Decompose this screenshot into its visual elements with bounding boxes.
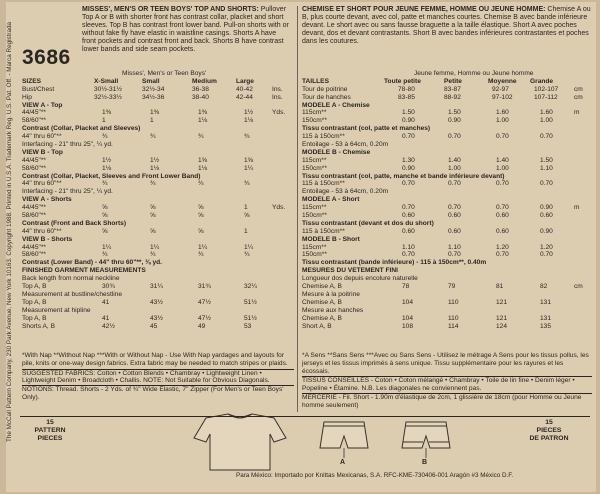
cell: 1.10 — [402, 243, 415, 251]
cell: 0.70 — [496, 204, 509, 212]
cell: 1.10 — [540, 164, 553, 172]
row-label: Chemise A, B — [302, 283, 342, 291]
cell: 0.90 — [402, 117, 415, 125]
cell: ⅝ — [150, 204, 156, 212]
cell: ⅝ — [102, 204, 108, 212]
cell: 1.20 — [496, 243, 509, 251]
row-label: 115cm** — [302, 156, 327, 164]
cell: 83-87 — [444, 85, 461, 93]
sizes-label: SIZES — [22, 77, 42, 85]
row-label: Contrast (Front and Back Shorts) — [22, 219, 127, 227]
cell: 0.70 — [448, 133, 461, 141]
cell: 108 — [402, 322, 414, 330]
row-label: Mesure à la poitrine — [302, 290, 360, 298]
row-label: 44/45"** — [22, 204, 46, 212]
cell: 38-40 — [192, 93, 209, 101]
row-label: Tissu contrastant (col, patte, manche et bande inférieure devant) — [302, 172, 505, 180]
cell: 1.40 — [496, 156, 509, 164]
row-label: Short A, B — [302, 322, 332, 330]
cell: 1.00 — [496, 117, 509, 125]
cell: 41 — [102, 314, 110, 322]
cell: 104 — [402, 314, 414, 322]
row-label: 115 à 150cm** — [302, 180, 345, 188]
cell: 124 — [496, 322, 508, 330]
cell: 0.60 — [402, 212, 415, 220]
cell: 45 — [150, 322, 158, 330]
cell: 1.50 — [402, 109, 415, 117]
row-label: Hip — [22, 93, 32, 101]
cell: ¾ — [244, 133, 250, 141]
section-label: MESURES DU VETEMENT FINI — [302, 267, 398, 275]
cell: 0.70 — [496, 251, 509, 259]
cell: 0.70 — [540, 133, 553, 141]
section-label: MODELE B - Short — [302, 235, 360, 243]
cell: 1 — [150, 117, 154, 125]
unit: Ins. — [272, 85, 283, 93]
row-label: 115cm** — [302, 243, 327, 251]
row-label: 115cm** — [302, 109, 327, 117]
cell: 1⅜ — [102, 109, 112, 117]
cell: 88-92 — [444, 93, 461, 101]
row-label: 44" thru 60"** — [22, 227, 62, 235]
unit: Yds. — [272, 109, 286, 117]
cell: 1¼ — [102, 243, 112, 251]
size-name: Grande — [530, 77, 554, 85]
cell: ⅝ — [150, 212, 156, 220]
row-label: 58/60"** — [22, 212, 46, 220]
row-label: Entoilage - 53 à 64cm, 0.20m — [302, 141, 389, 149]
cell: 1¼ — [244, 243, 254, 251]
cell: 1⅛ — [102, 164, 112, 172]
cell: 1⅜ — [150, 109, 160, 117]
mercerie: MERCERIE - Fil. Short - 1.90m d'élastique de 2cm, 1 glissière de 18cm (pour Homme ou Jeune homme seulement) — [302, 393, 592, 410]
cell: 30¾ — [102, 283, 115, 291]
cell: 0.60 — [448, 227, 461, 235]
cell: ⅝ — [244, 212, 250, 220]
cell: 1 — [244, 227, 248, 235]
row-label: Top A, B — [22, 298, 47, 306]
cell: ¾ — [198, 133, 204, 141]
pieces-label: DE PATRON — [529, 435, 569, 442]
unit: m — [574, 109, 580, 117]
cell: 1.00 — [448, 164, 461, 172]
footer-import-note: Para México: Importado por Knittas Mexicanas, S.A. RFC-KME-730406-001 Aragón #3 México D.F. — [236, 472, 514, 479]
suggested-fabrics: SUGGESTED FABRICS: Cotton • Cotton Blends • Chambray • Lightweight Linen • Lightweight Denim • Broadcloth • Challis. NOTE: Not Suitable for Obvious Diagonals. — [22, 369, 294, 386]
cell: 0.70 — [402, 204, 415, 212]
cell: 0.70 — [448, 204, 461, 212]
cell: ⅝ — [198, 212, 204, 220]
cell: 0.90 — [540, 227, 553, 235]
pattern-envelope-back — [6, 2, 596, 492]
cell: 110 — [448, 298, 459, 306]
cell: 31¾ — [198, 283, 211, 291]
cell: 0.70 — [402, 251, 415, 259]
cell: 1¼ — [150, 243, 160, 251]
cell: ⅝ — [102, 212, 108, 220]
cell: 1.30 — [402, 156, 415, 164]
shorts-b-drawing — [402, 422, 450, 448]
cell: 1.50 — [448, 109, 461, 117]
unit: cm — [574, 283, 583, 291]
cell: 1½ — [150, 156, 160, 164]
unit: cm — [574, 93, 583, 101]
cell: 131 — [540, 298, 552, 306]
cell: 0.90 — [540, 204, 553, 212]
cell: 32¼ — [244, 283, 257, 291]
size-name: Large — [236, 77, 254, 85]
divider-line — [20, 416, 590, 417]
cell: 40-42 — [236, 85, 253, 93]
row-label: 150cm** — [302, 251, 327, 259]
row-label: Tour de hanches — [302, 93, 351, 101]
pieces-count: 15 — [46, 419, 54, 426]
row-label: Tissu contrastant (col, patte et manches) — [302, 125, 431, 133]
row-label: 115 à 150cm** — [302, 227, 345, 235]
cell: 81 — [496, 283, 504, 291]
row-label: Tissu contrastant (devant et dos du short) — [302, 219, 434, 227]
size-name: Petite — [444, 77, 462, 85]
cell: 32½-33½ — [94, 93, 122, 101]
row-label: Contrast (Collar, Placket and Sleeves) — [22, 125, 141, 133]
cell: ¾ — [102, 251, 108, 259]
cell: 114 — [448, 322, 459, 330]
cell: 121 — [496, 298, 508, 306]
cell: 110 — [448, 314, 459, 322]
row-label: 44" thru 60"** — [22, 133, 62, 141]
row-label: Top A, B — [22, 314, 47, 322]
size-name: Small — [142, 77, 160, 85]
cell: 0.60 — [496, 227, 509, 235]
cell: 1½ — [244, 109, 254, 117]
cell: 1½ — [102, 156, 112, 164]
english-title: MISSES', MEN'S OR TEEN BOYS' TOP AND SHORTS: — [82, 6, 259, 13]
cell: 0.70 — [496, 180, 509, 188]
row-label: 44/45"** — [22, 243, 46, 251]
cell: ¾ — [150, 180, 156, 188]
cell: 1⅛ — [198, 164, 208, 172]
cell: 121 — [496, 314, 508, 322]
row-label: Measurement at hipline — [22, 306, 91, 314]
row-label: Shorts A, B — [22, 322, 55, 330]
cell: ⅝ — [198, 204, 204, 212]
cell: ¾ — [198, 251, 204, 259]
row-label: Chemise A, B — [302, 298, 342, 306]
cell: 1⅝ — [244, 156, 254, 164]
cell: 43½ — [150, 314, 163, 322]
section-label: VIEW A - Top — [22, 101, 63, 109]
cell: 51½ — [244, 314, 257, 322]
row-label: 150cm** — [302, 117, 327, 125]
cell: 47½ — [198, 298, 211, 306]
row-label: Contrast (Lower Band) - 44" thru 60"**, ⅜ yd. — [22, 259, 162, 267]
cell: 82 — [540, 283, 548, 291]
size-name: Toute petite — [384, 77, 421, 85]
cell: 1.00 — [540, 117, 553, 125]
cell: 0.90 — [448, 117, 461, 125]
cell: 107-112 — [534, 93, 558, 101]
row-label: Mesure aux hanches — [302, 306, 364, 314]
cell: ⅝ — [198, 227, 204, 235]
pieces-label: PIECES — [37, 435, 63, 442]
cell: ¾ — [198, 180, 204, 188]
cell: 0.70 — [448, 180, 461, 188]
cell: 0.70 — [402, 133, 415, 141]
row-label: Interfacing - 21" thru 25", ¼ yd. — [22, 141, 113, 149]
cell: 51½ — [244, 298, 257, 306]
size-group-label: Misses', Men's or Teen Boys' — [122, 70, 207, 77]
cell: 1.00 — [496, 164, 509, 172]
cell: 43½ — [150, 298, 163, 306]
cell: 1⅜ — [198, 109, 208, 117]
cell: 1.60 — [540, 109, 553, 117]
cell: 1¼ — [244, 164, 254, 172]
cell: 0.70 — [448, 251, 461, 259]
size-name: Moyenne — [488, 77, 517, 85]
shirt-back-drawing — [194, 414, 286, 470]
size-name: Medium — [192, 77, 217, 85]
cell: 41 — [102, 298, 110, 306]
cell: 1⅝ — [198, 156, 208, 164]
cell: 0.70 — [540, 180, 553, 188]
nap-note: *With Nap **Without Nap ***With or Without Nap - Use With Nap yardages and layouts for pile, knits or one-way design fabrics. Extra fabric may be needed to match stripes or plaids. — [22, 352, 288, 367]
cell: 79 — [448, 283, 456, 291]
row-label: Interfacing - 21" thru 25", ¼ yd. — [22, 188, 113, 196]
cell: 83-85 — [398, 93, 415, 101]
section-label: MODELE B - Chemise — [302, 148, 371, 156]
cell: 1¼ — [198, 243, 208, 251]
notions: NOTIONS: Thread. Shorts - 2 Yds. of ¾" Wide Elastic, 7" Zipper (For Men's or Teen Boys' Only). — [22, 385, 294, 402]
garment-drawings — [6, 2, 596, 492]
cell: 30½-31½ — [94, 85, 122, 93]
cell: 0.60 — [496, 212, 509, 220]
cell: 34½-36 — [142, 93, 165, 101]
row-label: Bust/Chest — [22, 85, 55, 93]
cell: 97-102 — [492, 93, 513, 101]
cell: 0.60 — [540, 212, 553, 220]
cell: 1.60 — [496, 109, 509, 117]
section-label: MODELE A - Chemise — [302, 101, 370, 109]
section-label: MODELE A - Short — [302, 196, 360, 204]
cell: 32½-34 — [142, 85, 165, 93]
section-label: FINISHED GARMENT MEASUREMENTS — [22, 267, 146, 275]
cell: ¾ — [102, 133, 108, 141]
cell: 1.10 — [448, 243, 461, 251]
row-label: 58/60"** — [22, 251, 46, 259]
french-title: CHEMISE ET SHORT POUR JEUNE FEMME, HOMME OU JEUNE HOMME: — [302, 6, 546, 13]
cell: 1⅛ — [150, 164, 160, 172]
row-label: 58/60"** — [22, 117, 46, 125]
row-label: 44" thru 60"** — [22, 180, 62, 188]
row-label: Longueur dos depuis encolure naturelle — [302, 275, 418, 283]
cell: 102-107 — [534, 85, 559, 93]
cell: ¾ — [244, 180, 250, 188]
cell: 92-97 — [492, 85, 509, 93]
cell: 1.40 — [448, 156, 461, 164]
section-label: VIEW B - Top — [22, 148, 63, 156]
row-label: Measurement at bustline/chestline — [22, 290, 123, 298]
row-label: 150cm** — [302, 212, 327, 220]
cell: 1 — [244, 204, 248, 212]
cell: 104 — [402, 298, 414, 306]
pieces-label: PIECES — [536, 427, 562, 434]
unit: cm — [574, 85, 583, 93]
pattern-number: 3686 — [22, 46, 71, 69]
sizes-label: TAILLES — [302, 77, 329, 85]
cell: 78 — [402, 283, 410, 291]
cell: ⅝ — [102, 227, 108, 235]
copyright-text: The McCall Pattern Company, 230 Park Avenue, New York 10163. Copyright 1988. Printed in U.S.A. Trademark Reg. U.S. Pat. Off. - Marca Registrada — [6, 22, 13, 442]
cell: 36-38 — [192, 85, 209, 93]
row-label: 58/60"** — [22, 164, 46, 172]
section-label: VIEW A - Shorts — [22, 196, 72, 204]
unit: m — [574, 204, 580, 212]
cell: 1.20 — [540, 243, 553, 251]
cell: 0.90 — [402, 164, 415, 172]
section-label: VIEW B - Shorts — [22, 235, 73, 243]
cell: 1 — [102, 117, 106, 125]
row-label: Contrast (Collar, Placket, Sleeves and Front Lower Band) — [22, 172, 201, 180]
cell: ¾ — [150, 133, 156, 141]
cell: 1.50 — [540, 156, 553, 164]
english-body: Pullover Top A or B with shorter front has contrast collar, placket and short sleeves. Top B has contrast front lower band. Pull-on shorts with or without fake fly have elastic in waistline casings. Shorts A have front pockets and contrast front and back. Shorts B have contrast lower bands and side seam pockets. — [82, 6, 289, 54]
cell: 135 — [540, 322, 552, 330]
cell: ¾ — [244, 251, 250, 259]
french-body: Chemise A ou B, plus courte devant, avec col, patte et manches courtes. Chemise B avec bande inférieure devant. Le short avec ou sans fausse braguette a la taille élastique. Short A avec poches devant, dos et devant contrastants. Short B avec bandes inférieures contrastantes et poches dans les coutures. — [302, 6, 591, 46]
unit: Ins. — [272, 93, 283, 101]
cell: ⅝ — [150, 227, 156, 235]
pieces-label: PATTERN — [34, 427, 66, 434]
cell: ¾ — [150, 251, 156, 259]
row-label: Tour de poitrine — [302, 85, 348, 93]
tissus-conseilles: TISSUS CONSEILLES - Coton • Coton mélangé • Chambray • Toile de lin fine • Denim léger • Popeline • Étamine. N.B. Les diagonales ne conviennent pas. — [302, 376, 592, 393]
cell: 53 — [244, 322, 252, 330]
cell: 42½ — [102, 322, 115, 330]
size-name: X-Small — [94, 77, 119, 85]
view-label-b: B — [422, 459, 428, 466]
row-label: Entoilage - 53 à 64cm, 0.20m — [302, 188, 389, 196]
row-label: 44/45"** — [22, 156, 46, 164]
cell: 0.60 — [448, 212, 461, 220]
shorts-a-drawing — [320, 422, 368, 448]
cell: 49 — [198, 322, 206, 330]
pieces-count: 15 — [545, 419, 553, 426]
cell: 0.60 — [402, 227, 415, 235]
cell: 31¼ — [150, 283, 163, 291]
row-label: 150cm** — [302, 164, 327, 172]
cell: 42-44 — [236, 93, 253, 101]
row-label: Top A, B — [22, 283, 47, 291]
cell: 0.70 — [402, 180, 415, 188]
unit: Yds. — [272, 204, 286, 212]
view-label-a: A — [340, 459, 346, 466]
sens-note: *A Sens **Sans Sens ***Avec ou Sans Sens - Utilisez le métrage A Sens pour les tissus pollus, les jerseys et les tissus imprimés à sens unique. Tissu supplémentaire pour les rayures et les écossais. — [302, 352, 589, 375]
row-label: 115 à 150cm** — [302, 133, 345, 141]
row-label: Tissu contrastant (bande inférieure) - 115 à 150cm**, 0.40m — [302, 259, 487, 267]
cell: 0.70 — [540, 251, 553, 259]
size-group-label: Jeune femme, Homme ou Jeune homme — [414, 70, 534, 77]
row-label: 44/45"** — [22, 109, 46, 117]
cell: 0.70 — [496, 133, 509, 141]
cell: 47½ — [198, 314, 211, 322]
cell: 131 — [540, 314, 552, 322]
cell: 78-80 — [398, 85, 415, 93]
row-label: Back length from normal neckline — [22, 275, 120, 283]
row-label: Chemise A, B — [302, 314, 342, 322]
cell: ¾ — [102, 180, 108, 188]
cell: 1⅛ — [244, 117, 254, 125]
cell: 1⅛ — [198, 117, 208, 125]
row-label: 115cm** — [302, 204, 327, 212]
